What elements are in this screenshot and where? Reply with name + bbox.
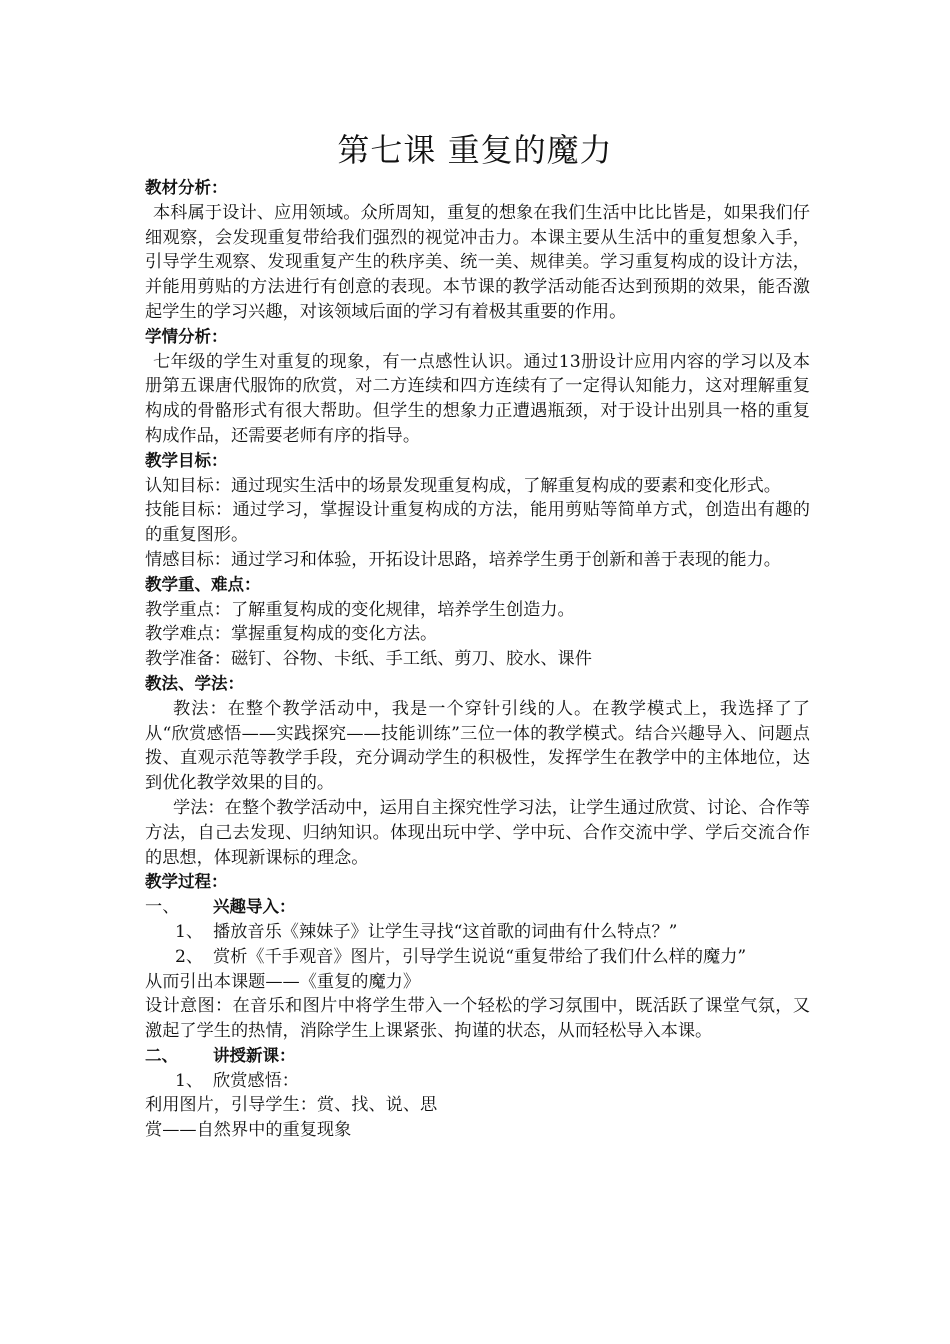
part-2-number: 二、 xyxy=(145,1045,178,1065)
document-body xyxy=(145,176,810,1143)
section-heading-process: 教学过程： xyxy=(145,872,228,892)
process-part-1 xyxy=(145,895,810,920)
teaching-preparation: 教学准备：磁钉、谷物、卡纸、手工纸、剪刀、胶水、课件 xyxy=(145,649,592,670)
section-heading-textbook-analysis: 教材分析： xyxy=(145,178,228,197)
learning-method-paragraph: 学法：在整个教学活动中，运用自主探究性学习法，让学生通过欣赏、讨论、合作等方法，自己去发现、归纳知识。体现出玩中学、学中玩、合作交流中学、学后交流合作的思想，体现新课标的理念。 xyxy=(145,797,810,868)
goal-cognitive: 认知目标：通过现实生活中的场景发现重复构成，了解重复构成的要素和变化形式。 xyxy=(145,475,781,496)
difficult-point: 教学难点：掌握重复构成的变化方法。 xyxy=(145,624,438,645)
picture-guidance-line: 利用图片，引导学生：赏、找、说、思 xyxy=(145,1095,438,1116)
page-title: 第七课 重复的魔力 xyxy=(337,131,613,169)
student-analysis-paragraph: 七年级的学生对重复的现象，有一点感性认识。通过13册设计应用内容的学习以及本册第五课唐代服饰的欣赏，对二方连续和四方连续有了一定得认知能力，这对理解重复构成的骨骼形式有很大帮助。但学生的想象力正遭遇瓶颈，对于设计出别具一格的重复构成作品，还需要老师有序的指导。 xyxy=(145,351,810,446)
process-item-2 xyxy=(145,945,810,970)
teaching-method-paragraph: 教法：在整个教学活动中，我是一个穿针引线的人。在教学模式上，我选择了了从“欣赏感悟——实践探究——技能训练”三位一体的教学模式。结合兴趣导入、问题点拨、直观示范等教学手段，充分调动学生的积极性，发挥学生在教学中的主体地位，达到优化教学效果的目的。 xyxy=(145,698,810,794)
goal-skill: 技能目标：通过学习，掌握设计重复构成的方法，能用剪贴等简单方式，创造出有趣的的重复图形。 xyxy=(145,500,810,546)
part-2-title: 讲授新课： xyxy=(213,1045,296,1065)
part-1-number: 一、 xyxy=(145,897,180,918)
textbook-analysis-paragraph: 本科属于设计、应用领域。众所周知，重复的想象在我们生活中比比皆是，如果我们仔细观察，会发现重复带给我们强烈的视觉冲击力。本课主要从生活中的重复想象入手，引导学生观察、发现重复产生的秩序美、统一美、规律美。学习重复构成的设计方法，并能用剪贴的方法进行有创意的表现。本节课的教学活动能否达到预期的效果，能否激起学生的学习兴趣，对该领域后面的学习有着极其重要的作用。 xyxy=(145,202,810,322)
appreciate-nature-line: 赏——自然界中的重复现象 xyxy=(145,1120,352,1141)
item-1-number: 1、 xyxy=(175,921,204,942)
design-intent-paragraph: 设计意图：在音乐和图片中将学生带入一个轻松的学习氛围中，既活跃了课堂气氛，又激起了学生的热情，消除学生上课紧张、拘谨的状态，从而轻松导入本课。 xyxy=(145,996,810,1042)
part-1-title: 兴趣导入： xyxy=(213,897,296,917)
section-heading-key-difficult: 教学重、难点： xyxy=(145,574,261,594)
goal-affective: 情感目标：通过学习和体验，开拓设计思路，培养学生勇于创新和善于表现的能力。 xyxy=(145,549,781,570)
item-1-text: 播放音乐《辣妹子》让学生寻找“这首歌的词曲有什么特点？” xyxy=(213,921,678,942)
process-part-2 xyxy=(145,1044,810,1069)
item-3-number: 1、 xyxy=(175,1070,204,1091)
item-3-text: 欣赏感悟： xyxy=(213,1070,299,1091)
process-item-1 xyxy=(145,920,810,945)
item-2-number: 2、 xyxy=(175,946,204,967)
section-heading-student-analysis: 学情分析： xyxy=(145,326,228,346)
item-2-continuation: 从而引出本课题——《重复的魔力》 xyxy=(145,971,421,992)
item-2-text: 赏析《千手观音》图片，引导学生说说“重复带给了我们什么样的魔力” xyxy=(213,946,747,967)
key-point: 教学重点：了解重复构成的变化规律，培养学生创造力。 xyxy=(145,599,575,620)
section-heading-methods: 教法、学法： xyxy=(145,673,244,693)
process-item-3 xyxy=(145,1069,810,1094)
section-heading-teaching-goals: 教学目标： xyxy=(145,450,228,470)
